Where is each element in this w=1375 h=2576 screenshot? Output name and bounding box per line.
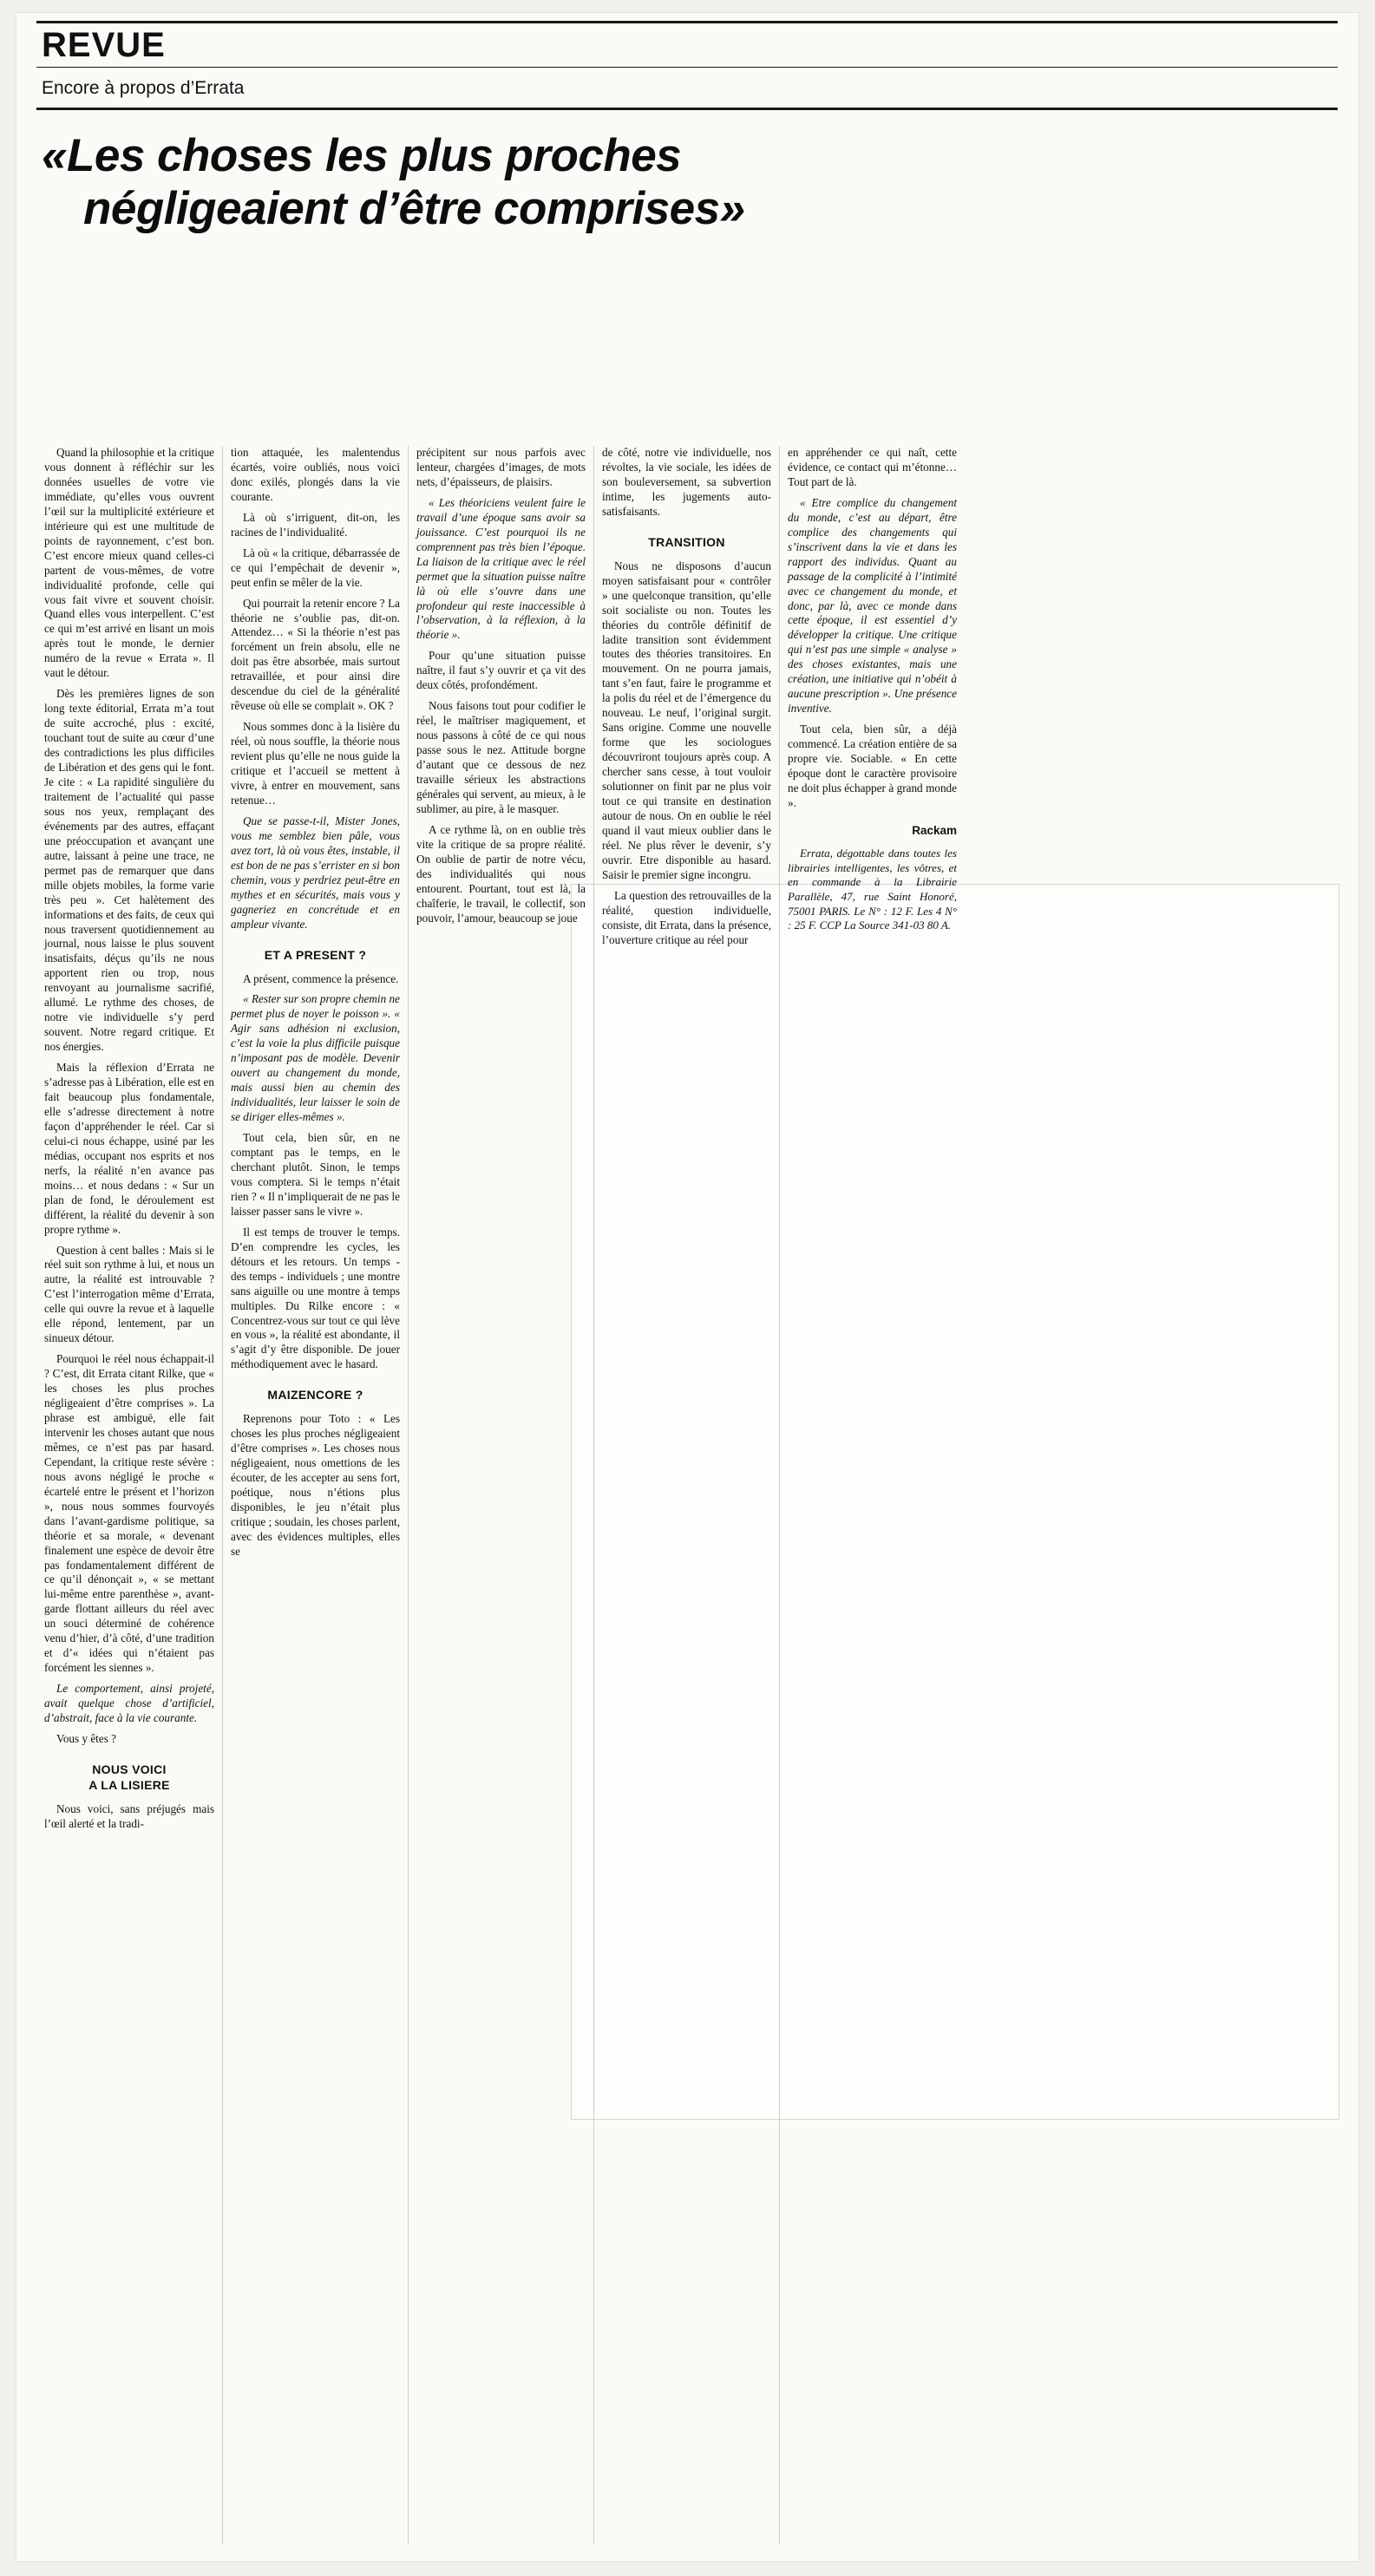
article-paragraph: Vous y êtes ?	[56, 1732, 116, 1746]
column-subheading: ET A PRESENT ?	[264, 947, 367, 962]
article-columns	[36, 446, 1338, 2545]
article-paragraph: Pour qu’une situation puisse naître, il faut s’y ouvrir et ça vit des deux côtés, profondément.	[416, 649, 586, 692]
article-paragraph: Mais la réflexion d’Errata ne s’adresse pas à Libération, elle est en fait beaucoup plus fondamentale, elle s’adresse directement à notre façon d’appréhender le réel. Car si celui-ci nous échappe, usiné par les médias, occupant nos esprits et nos nerfs, la réalité n’en avance pas moins… et nous dedans : « Sur un plan de fond, le déroulement est différent, la réalité du devenir à son propre rythme ».	[44, 1061, 214, 1236]
article-paragraph: Nous faisons tout pour codifier le réel, le maîtriser magiquement, et nous passons à côté de ce qui nous passe sous le nez. Attitude borgne d’autant que ce dessous de nez travaille sérieux les abstractions générales qui servent, au mieux, à le sublimer, au pire, à le masquer.	[416, 699, 586, 815]
article-column	[779, 446, 965, 2545]
article-paragraph: précipitent sur nous parfois avec lenteur, chargées d’images, de mots nets, d’épaisseurs, de plaisirs.	[416, 446, 586, 488]
article-paragraph: Que se passe-t-il, Mister Jones, vous me semblez bien pâle, vous avez tort, là où vous êtes, instable, il est bon de ne pas s’errister en si bon chemin, vous y perdriez peut-être en mythes et en sécurités, mais vous y gagneriez en concrétude et en ampleur vivante.	[231, 814, 400, 931]
kicker-text: Encore à propos d’Errata	[42, 78, 245, 98]
article-paragraph: Dès les premières lignes de son long texte éditorial, Errata m’a tout de suite accroché, plus : excité, touchant tout de suite au cœur d’une des contradictions les plus difficiles de Libération et des gens qui le font. Je cite : « La rapidité singulière du traitement de l’actualité qui passe sous nos yeux, remplaçant des événements par des autres, effaçant une préoccupation et avançant une autre, laissant à peine une trace, ne permet pas de remarquer que dans mille objets mobiles, la forme varie très peu ». Cet halètement des informations et des faits, de ceux qui nous traversent quotidiennement au journal, nous laisse le plus souvent insatisfaits, déçus qu’ils ne nous apportent rien ou trop, nous renvoyant au journalisme sacrifié, allumé. Le rythme des choses, de notre vie individuelle s’y perd souvent. Notre regard critique. Et nos énergies.	[44, 687, 214, 1054]
article-paragraph: « Etre complice du changement du monde, c’est au départ, être complice des changements qui s’inscrivent dans la vie et dans les rapport des individus. Quant au passage de la complicité à l’intimité avec ce changement du monde, et donc, par là, avec ce monde dans cette époque, il est essentiel d’y développer la critique. Une critique qui n’est pas une simple « analyse » des choses existantes, mais une création, une initiative qui n’obéit à aucune prescription ». Une présence inventive.	[788, 495, 957, 716]
article-paragraph: Reprenons pour Toto : « Les choses les plus proches négligeaient d’être comprises ». Les choses nous négligeaient, nous omettions de les écouter, de les accepter au sens fort, poétique, nous n’étions plus disponibles, le jeu n’était plus critique ; soudain, les choses parlent, avec des évidences multiples, elles se	[231, 1412, 400, 1558]
section-title: REVUE	[42, 26, 166, 64]
article-column	[593, 446, 779, 2545]
article-paragraph: A présent, commence la présence.	[243, 971, 399, 985]
article-paragraph: Le comportement, ainsi projeté, avait quelque chose d’artificiel, d’abstrait, face à la vie courante.	[44, 1682, 214, 1725]
article-paragraph: Tout cela, bien sûr, en ne comptant pas le temps, en le cherchant plutôt. Sinon, le temps vous comptera. Si le temps n’était rien ? « Il n’impliquerait de ne pas le laisser passer sans le vivre ».	[231, 1131, 400, 1218]
headline-line-1: «Les choses les plus proches	[42, 130, 682, 181]
article-paragraph: en appréhender ce qui naît, cette évidence, ce contact qui m’étonne… Tout part de là.	[788, 446, 957, 488]
article-paragraph: Qui pourrait la retenir encore ? La théorie ne s’oublie pas, dit-on. Attendez… « Si la théorie n’est pas forcément un frein absolu, elle ne doit pas être absorbée, mais surtout retravaillée, et pour ainsi dire descendue du ciel de la généralité rêveuse où elle se complait ». OK ?	[231, 596, 400, 713]
article-paragraph: « Les théoriciens veulent faire le travail d’une époque sans avoir sa jouissance. C’est pourquoi ils ne comprennent pas très bien l’époque. La liaison de la critique avec le réel permet que la situation puisse naître là où elle s’ouvre dans une profondeur qui reste inaccessible à l’observation, à la réflexion, à la théorie ».	[416, 495, 586, 642]
article-column	[222, 446, 408, 2545]
article-paragraph: Question à cent balles : Mais si le réel suit son rythme à lui, et nous un autre, la réalité est introuvable ? C’est l’interrogation même d’Errata, celle qui ouvre la revue et à laquelle elle répond, lentement, par un sinueux détour.	[44, 1243, 214, 1345]
article-paragraph: Là où « la critique, débarrassée de ce qui l’empêchait de devenir », peut enfin se mêler de la vie.	[231, 546, 400, 589]
article-paragraph: « Rester sur son propre chemin ne permet plus de noyer le poisson ». « Agir sans adhésion ni exclusion, c’est la voie la plus difficile puisque n’imposant pas de modèle. Devenir ouvert au changement du monde, mais aussi bien au chemin des individualités, leur laisser le soin de se diriger elles-mêmes ».	[231, 992, 400, 1124]
article-paragraph: Pourquoi le réel nous échappait-il ? C’est, dit Errata citant Rilke, que « les choses les plus proches négligeaient d’être comprises ». La phrase est ambiguë, elle fait intervenir les choses autant que nous mêmes, ce n’est pas par hasard. Cependant, la critique reste sévère : nous avons négligé le proche « écartelé entre le présent et l’horizon », nous nous sommes fourvoyés dans l’avant-gardisme politique, sa théorie et sa morale, « devenant finalement une espèce de devoir être pas fondamentalement différent de ce qu’il dénonçait », « se mettant lui-même entre parenthèse », avant-garde flottant ailleurs du réel avec un souci déterminé de cohérence venu d’hier, d’à côté, d’une tradition et d’« idées qui n’étaient pas forcément les siennes ».	[44, 1352, 214, 1675]
column-subheading: MAIZENCORE ?	[267, 1388, 363, 1402]
article-paragraph: Nous ne disposons d’aucun moyen satisfaisant pour « contrôler » une quelconque transition, qu’elle soit socialiste ou non. Toutes les théories du contrôle définitif de ladite transition sont évidemment toutes des théories transitoires. En mouvement. On ne pourra jamais, tant s’en faut, faire le programme et la polis du réel et de l’émergence du nouveau. Le neuf, l’original surgit. Sans origine. Comme une nouvelle forme que les sociologues découvriront toujours après coup. A chercher sans cesse, à tout vouloir solutionner on finit par ne plus voir tout ce qui transite en destination autour de nous. On en oublie le réel quand il vaut mieux oublier dans le réel. Ne plus rêver le devenir, s’y ouvrir. Etre disponible au hasard. Saisir le premier signe incongru.	[602, 559, 771, 881]
article-paragraph: Il est temps de trouver le temps. D’en comprendre les cycles, les détours et les retours. Un temps - des temps - individuels ; une montre sans aiguille ou une montre à temps multiples. Du Rilke encore : « Concentrez-vous sur tout ce qui lève en vous », la réalité est abondante, il s’agit d’y être disponible. De jouer méthodiquement avec le hasard.	[231, 1225, 400, 1371]
article-column	[408, 446, 593, 2545]
article-paragraph: A ce rythme là, on en oublie très vite la critique de sa propre réalité. On oublie de partir de notre vécu, des individualités qui nous entourent. Pourtant, tout est là, la chaîferie, le travail, le collectif, son pouvoir, l’amour, beaucoup se joue	[416, 822, 586, 925]
article-paragraph: Là où s’irriguent, dit-on, les racines de l’individualité.	[231, 510, 400, 539]
article-paragraph: Tout cela, bien sûr, a déjà commencé. La création entière de sa propre vie. Sociable. « En cette époque dont le caractère provisoire ne doit plus échapper à grand monde ».	[788, 722, 957, 809]
column-subheading: TRANSITION	[648, 534, 725, 549]
article-paragraph: La question des retrouvailles de la réalité, question individuelle, consiste, dit Errata, dans la présence, l’ouverture critique au réel pour	[602, 888, 771, 946]
column-subheading: NOUS VOICI A LA LISIERE	[88, 1762, 170, 1792]
masthead	[36, 21, 1338, 241]
article-paragraph: Nous voici, sans préjugés mais l’œil alerté et la tradi-	[44, 1801, 214, 1830]
article-column	[36, 446, 222, 2545]
page-sheet	[16, 12, 1359, 2562]
article-paragraph: Nous sommes donc à la lisière du réel, où nous souffle, la théorie nous revient plus qu’elle ne nous guide la critique et l’accueil se mettent à vivre, à entrer en mouvement, sans retenue…	[231, 720, 400, 807]
colophon-note: Errata, dégottable dans toutes les librairies intelligentes, les vôtres, et en commande à la Librairie Parallèle, 47, rue Saint Honoré, 75001 PARIS. Le N° : 12 F. Les 4 N° : 25 F. CCP La Source 341-03 80 A.	[788, 847, 957, 932]
author-signature: Rackam	[912, 823, 957, 837]
article-paragraph: de côté, notre vie individuelle, nos révoltes, la vie sociale, les idées de son bouleversement, sa subvertion intime, les jugements auto-satisfaisants.	[602, 446, 771, 518]
article-paragraph: tion attaquée, les malentendus écartés, voire oubliés, nous voici donc exilés, plongés dans la vie courante.	[231, 446, 400, 503]
headline-line-2: négligeaient d’être comprises»	[83, 183, 745, 235]
page-title	[36, 110, 1338, 241]
article-paragraph: Quand la philosophie et la critique vous donnent à réfléchir sur les données usuelles de votre vie immédiate, qu’elles vous ouvrent l’œil sur la multiplicité extérieure et intérieure qui est une multitude de points de rayonnement, c’est bon. C’est encore mieux quand celles-ci partent de vous-mêmes, de votre individualité profonde, celle qui vous fait vivre et souvent choisir. Quand elles vous interpellent. C’est ce qui m’est arrivé en lisant un mois après tout le monde, le dernier numéro de la revue « Errata ». Il vaut le détour.	[44, 446, 215, 680]
